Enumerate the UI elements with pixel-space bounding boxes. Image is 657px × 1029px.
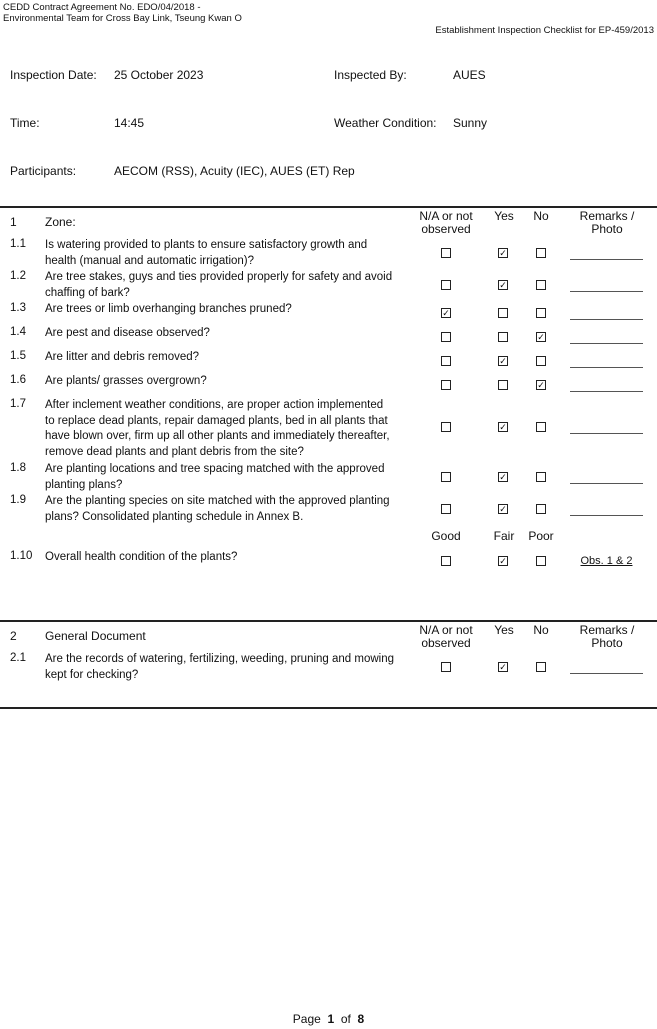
item-1-1-remark-line[interactable] <box>570 259 643 260</box>
time-label: Time: <box>10 116 40 130</box>
item-1-1-yes-checkbox[interactable]: ✓ <box>499 248 507 258</box>
item-1-4-yes-checkbox[interactable] <box>498 332 508 342</box>
col-good-header: Good <box>431 529 461 543</box>
item-1-10-remark: Obs. 1 & 2 <box>580 555 633 567</box>
col-yes-header: Yes <box>494 209 514 223</box>
item-1-5-yes-checkbox[interactable]: ✓ <box>499 356 507 366</box>
item-1-7-question: After inclement weather conditions, are proper action implemented to replace dead plants, repair damaged plants, bed in all plants that have blown over, firm up all other plants and immediately thereafter, remove dead plants and plant debris from the site? <box>45 399 390 458</box>
item-1-7-na-checkbox[interactable] <box>441 422 451 432</box>
item-1-3-yes-checkbox[interactable] <box>498 308 508 318</box>
contract-line-2: Environmental Team for Cross Bay Link, Tseung Kwan O <box>3 13 242 24</box>
item-1-4-no-checkbox[interactable]: ✓ <box>537 332 545 342</box>
page-footer <box>0 1012 657 1026</box>
section1-title: Zone: <box>45 215 76 229</box>
item-1-6-question: Are plants/ grasses overgrown? <box>45 375 207 387</box>
item-1-4-number: 1.4 <box>10 326 26 338</box>
weather-label: Weather Condition: <box>334 116 437 130</box>
item-1-8-remark-line[interactable] <box>570 483 643 484</box>
section2-top-rule <box>0 620 657 622</box>
page-of: of <box>340 1012 351 1026</box>
item-1-6-number: 1.6 <box>10 374 26 386</box>
s2-col-no-header: No <box>533 623 549 637</box>
col-remarks-header: Remarks / Photo <box>579 209 635 236</box>
poor-checkbox[interactable] <box>536 556 546 566</box>
fair-checkbox[interactable]: ✓ <box>499 556 507 566</box>
item-1-10-question: Overall health condition of the plants? <box>45 551 238 563</box>
section1-top-rule <box>0 206 657 208</box>
participants-label: Participants: <box>10 164 77 178</box>
inspection-date-label: Inspection Date: <box>10 68 97 82</box>
item-1-5-na-checkbox[interactable] <box>441 356 451 366</box>
time-value: 14:45 <box>114 116 145 130</box>
item-1-5-no-checkbox[interactable] <box>536 356 546 366</box>
good-checkbox[interactable] <box>441 556 451 566</box>
item-1-6-na-checkbox[interactable] <box>441 380 451 390</box>
item-1-5-number: 1.5 <box>10 350 26 362</box>
participants-value: AECOM (RSS), Acuity (IEC), AUES (ET) Rep <box>114 164 355 178</box>
item-1-9-yes-checkbox[interactable]: ✓ <box>499 504 507 514</box>
page-current: 1 <box>327 1012 335 1026</box>
item-1-9-na-checkbox[interactable] <box>441 504 451 514</box>
item-1-9-no-checkbox[interactable] <box>536 504 546 514</box>
item-1-2-yes-checkbox[interactable]: ✓ <box>499 280 507 290</box>
item-1-2-no-checkbox[interactable] <box>536 280 546 290</box>
item-1-10-number: 1.10 <box>10 550 33 562</box>
inspected-by-label: Inspected By: <box>334 68 407 82</box>
item-1-3-question: Are trees or limb overhanging branches pruned? <box>45 303 292 315</box>
item-1-2-na-checkbox[interactable] <box>441 280 451 290</box>
item-1-4-na-checkbox[interactable] <box>441 332 451 342</box>
col-na-header: N/A or not observed <box>419 209 473 236</box>
col-poor-header: Poor <box>528 529 554 543</box>
item-1-2-number: 1.2 <box>10 270 26 282</box>
item-1-8-question: Are planting locations and tree spacing matched with the approved planting plans? <box>45 463 385 491</box>
item-1-2-question: Are tree stakes, guys and ties provided properly for safety and avoid chaffing of bark? <box>45 271 393 299</box>
item-1-3-remark-line[interactable] <box>570 319 643 320</box>
contract-line-1: CEDD Contract Agreement No. EDO/04/2018 - <box>3 2 201 13</box>
item-2-1-na-checkbox[interactable] <box>441 662 451 672</box>
s2-col-yes-header: Yes <box>494 623 514 637</box>
checklist-title: Establishment Inspection Checklist for EP-459/2013 <box>435 25 654 36</box>
item-1-1-question: Is watering provided to plants to ensure satisfactory growth and health (manual and automatic irrigation)? <box>45 239 368 267</box>
contract-header <box>3 2 242 24</box>
item-1-9-number: 1.9 <box>10 494 26 506</box>
item-1-6-no-checkbox[interactable]: ✓ <box>537 380 545 390</box>
item-1-8-number: 1.8 <box>10 462 26 474</box>
item-1-7-remark-line[interactable] <box>570 433 643 434</box>
s2-col-na-header: N/A or not observed <box>419 623 473 650</box>
item-1-8-yes-checkbox[interactable]: ✓ <box>499 472 507 482</box>
item-1-7-number: 1.7 <box>10 398 26 410</box>
page-total: 8 <box>357 1012 365 1026</box>
page-word: Page <box>292 1012 321 1026</box>
col-fair-header: Fair <box>493 529 515 543</box>
section1-number: 1 <box>10 215 17 229</box>
item-1-5-remark-line[interactable] <box>570 367 643 368</box>
section2-title: General Document <box>45 629 146 643</box>
item-2-1-remark-line[interactable] <box>570 673 643 674</box>
item-1-7-no-checkbox[interactable] <box>536 422 546 432</box>
item-1-1-na-checkbox[interactable] <box>441 248 451 258</box>
item-2-1-question: Are the records of watering, fertilizing, weeding, pruning and mowing kept for checking? <box>45 653 395 681</box>
item-1-6-remark-line[interactable] <box>570 391 643 392</box>
item-1-1-no-checkbox[interactable] <box>536 248 546 258</box>
weather-value: Sunny <box>453 116 488 130</box>
item-1-3-no-checkbox[interactable] <box>536 308 546 318</box>
item-2-1-yes-checkbox[interactable]: ✓ <box>499 662 507 672</box>
item-1-3-na-checkbox[interactable]: ✓ <box>442 308 450 318</box>
col-no-header: No <box>533 209 549 223</box>
item-1-1-number: 1.1 <box>10 238 26 250</box>
item-1-8-no-checkbox[interactable] <box>536 472 546 482</box>
section2-bottom-rule <box>0 707 657 709</box>
item-1-6-yes-checkbox[interactable] <box>498 380 508 390</box>
item-1-7-yes-checkbox[interactable]: ✓ <box>499 422 507 432</box>
item-1-4-remark-line[interactable] <box>570 343 643 344</box>
inspected-by-value: AUES <box>453 68 486 82</box>
item-1-9-question: Are the planting species on site matched with the approved planting plans? Consolidated planting schedule in Annex B. <box>45 495 390 523</box>
item-1-9-remark-line[interactable] <box>570 515 643 516</box>
section2-number: 2 <box>10 629 17 643</box>
item-2-1-no-checkbox[interactable] <box>536 662 546 672</box>
item-1-5-question: Are litter and debris removed? <box>45 351 200 363</box>
item-1-4-question: Are pest and disease observed? <box>45 327 210 339</box>
s2-col-remarks-header: Remarks / Photo <box>579 623 635 650</box>
item-2-1-number: 2.1 <box>10 652 26 664</box>
inspection-date-value: 25 October 2023 <box>114 68 204 82</box>
item-1-2-remark-line[interactable] <box>570 291 643 292</box>
item-1-8-na-checkbox[interactable] <box>441 472 451 482</box>
item-1-3-number: 1.3 <box>10 302 26 314</box>
